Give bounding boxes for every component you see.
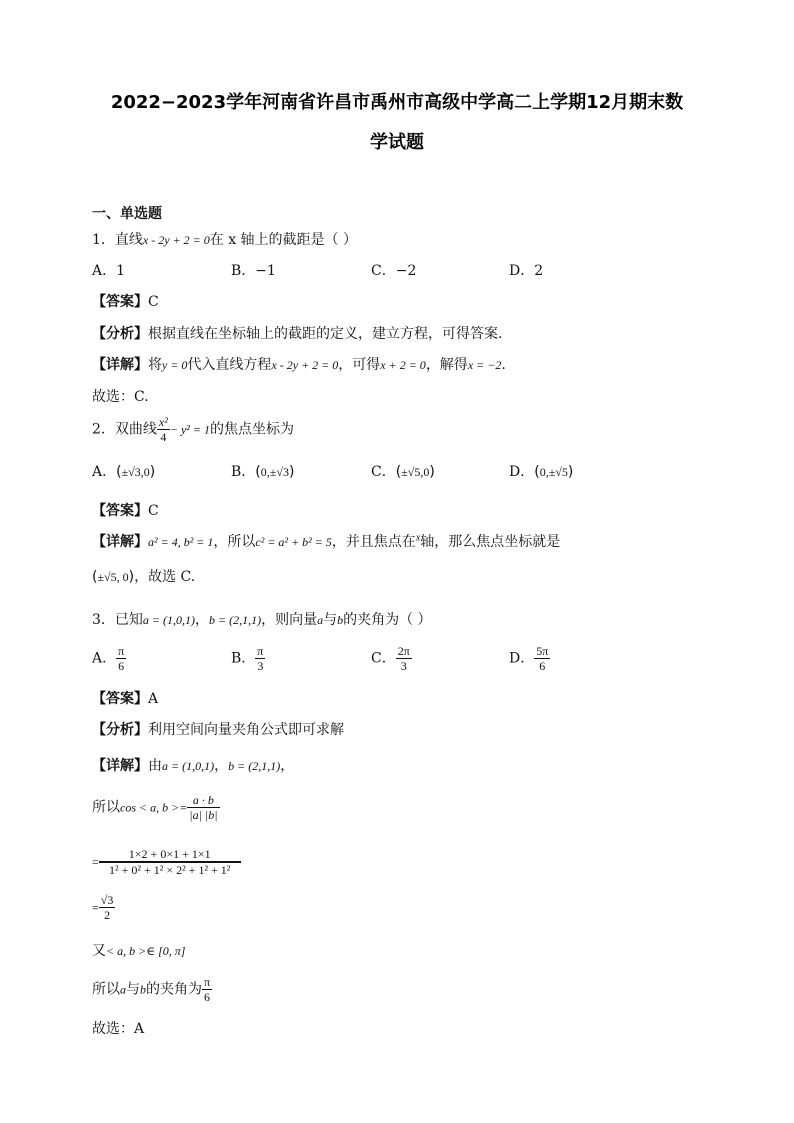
question-3-vector-a: a = (1,0,1) (142, 613, 196, 627)
q1-detail-math-h: x = −2 (467, 358, 502, 372)
title-line-1: 2022−2023学年河南省许昌市禹州市高级中学高二上学期12月期末数 (110, 92, 684, 113)
question-1-text: 在 x 轴上的截距是（ ） (209, 232, 358, 248)
q3-cos-lhs: cos < a, b >= (120, 800, 188, 815)
q2-option-b-letter: B． (231, 464, 256, 480)
q2-answer (92, 500, 159, 520)
q3-step2-denominator: 1² + 0² + 1² × 2² + 1² + 1² (99, 862, 241, 877)
q2-detail-cont: (±√5, 0)，故选 C. (92, 569, 196, 585)
q1-detail-text-e: ，可得 (338, 357, 381, 373)
q2-detail-math-e: x (415, 532, 421, 544)
q2-answer-tag: 【答案】 (92, 503, 148, 519)
q2-detail (92, 531, 560, 551)
question-2-eq-rest: − y² = 1 (169, 422, 210, 437)
q3-option-b (231, 644, 265, 673)
q2-detail-math-g: ±√5, 0 (97, 570, 129, 584)
q1-detail-text-i: . (501, 357, 506, 373)
question-3-number: 3．已知 (92, 612, 143, 628)
question-2-fraction (157, 415, 170, 444)
q3-detail-tag: 【详解】 (92, 758, 148, 774)
q3-concl-c: 与 (126, 981, 140, 998)
question-3-text-b: 与 (323, 612, 338, 628)
q3-concl-b: a (120, 982, 126, 997)
q2-option-a-letter: A． (92, 464, 117, 480)
q3-concl-denominator: 6 (204, 990, 211, 1004)
q3-concl-d: b (140, 982, 146, 997)
q2-option-a: A．(±√3,0) (92, 464, 156, 480)
q2-option-d: D．(0,±√5) (509, 464, 574, 480)
q3-option-c-denominator: 3 (400, 659, 407, 673)
q3-option-d-numerator: 5π (536, 644, 549, 658)
q2-option-c-letter: C． (371, 464, 396, 480)
q2-answer-value: C (148, 503, 159, 519)
q3-option-a-numerator: π (118, 644, 125, 658)
q3-option-a-denominator: 6 (118, 659, 125, 673)
question-3-vector-b: b = (2,1,1) (209, 613, 262, 627)
q1-analysis (92, 323, 502, 343)
q1-detail-text-g: ，解得 (425, 357, 468, 373)
q3-cos-denominator: |a| |b| (189, 808, 218, 822)
q1-answer-value: C (148, 294, 159, 310)
q1-option-a: A．1 (92, 263, 126, 279)
question-1-equation: x - 2y + 2 = 0 (142, 233, 210, 247)
q3-cos-formula (92, 793, 220, 822)
q2-frac-denominator: 4 (160, 430, 167, 444)
q2-option-d-math: 0,±√5 (539, 465, 568, 479)
q1-detail-math-f: x + 2 = 0 (380, 358, 426, 372)
q3-detail-math-b: a = (1,0,1) (162, 759, 215, 773)
q3-you: 又 (92, 943, 106, 959)
q3-option-b-letter: B． (231, 650, 256, 667)
question-2 (92, 415, 294, 444)
q1-option-d: D．2 (509, 263, 544, 279)
q1-detail-math-b: y = 0 (162, 358, 188, 372)
q2-option-b-math: 0,±√3 (260, 465, 289, 479)
q3-analysis-text: 利用空间向量夹角公式即可求解 (148, 722, 344, 738)
q3-option-c-letter: C． (371, 650, 396, 667)
section-heading: 一、单选题 (92, 206, 162, 222)
q3-concl-numerator: π (204, 975, 211, 989)
q3-step3-numerator: √3 (100, 893, 114, 907)
q2-detail-text-b: ，所以 (213, 534, 256, 550)
q3-detail-text-c: ， (214, 758, 229, 774)
q2-detail-text-f: 轴，那么焦点坐标就是 (420, 534, 561, 550)
q3-detail (92, 755, 294, 775)
q3-detail-text-a: 由 (148, 758, 162, 774)
q3-option-c (371, 644, 412, 673)
q2-detail-tag: 【详解】 (92, 534, 148, 550)
q3-step-2: = $\frac{1\times 2 + 0\times 1 + 1\times 1}{\text{1² + 0² + 1² × 2² + 1² + 1²}}$ (92, 847, 241, 877)
q2-option-c-math: ±√5,0 (401, 465, 430, 479)
q3-option-b-numerator: π (257, 644, 264, 658)
q3-option-b-denominator: 3 (257, 659, 264, 673)
q2-detail-text-h: ，故选 C. (134, 569, 196, 585)
q1-answer-tag: 【答案】 (92, 294, 148, 310)
q3-option-a (92, 644, 126, 673)
q2-option-c: C．(±√5,0) (371, 464, 435, 480)
q3-step-3: = $\frac{√3}{2}$ (92, 893, 114, 922)
question-2-text: 的焦点坐标为 (209, 421, 294, 438)
q2-frac-numerator: x² (158, 415, 168, 429)
q1-detail (92, 354, 506, 374)
q2-detail-math-a: a² = 4, b² = 1 (148, 535, 214, 549)
q3-detail-math-d: b = (2,1,1) (228, 759, 281, 773)
question-1-number: 1．直线 (92, 232, 143, 248)
q1-detail-text-a: 将 (148, 357, 162, 373)
title-line-2: 学试题 (370, 132, 424, 153)
q2-detail-math-c: c² = a² + b² = 5 (255, 535, 332, 549)
q3-detail-text-e: ， (280, 758, 295, 774)
q3-concl-e: 的夹角为 (146, 981, 202, 998)
q2-detail-text-d: ，并且焦点在 (331, 534, 416, 550)
q3-option-c-numerator: 2π (397, 644, 410, 658)
q3-suoyi: 所以 (92, 799, 120, 816)
q1-detail-tag: 【详解】 (92, 357, 148, 373)
q3-concl-a: 所以 (92, 981, 120, 998)
q1-analysis-tag: 【分析】 (92, 326, 148, 342)
question-3: 3．已知a = (1,0,1)，b = (2,1,1)，则向量a与b的夹角为（ ） (92, 612, 432, 628)
q1-choose: 故选：C. (92, 389, 149, 405)
q3-option-d-denominator: 6 (539, 659, 546, 673)
q3-answer (92, 688, 158, 708)
q3-range-math: < a, b >∈ [0, π] (106, 944, 186, 958)
question-3-sep: ， (195, 612, 210, 628)
q1-option-c: C．−2 (371, 263, 417, 279)
question-2-number: 2．双曲线 (92, 421, 157, 438)
question-1 (92, 229, 357, 249)
q3-analysis (92, 719, 344, 739)
q3-option-d-letter: D． (509, 650, 535, 667)
q3-option-a-letter: A． (92, 650, 117, 667)
q1-answer (92, 291, 159, 311)
q1-detail-text-c: 代入直线方程 (187, 357, 272, 373)
q1-detail-math-d: x - 2y + 2 = 0 (271, 358, 339, 372)
question-3-text-a: ，则向量 (261, 612, 318, 628)
q3-step3-denominator: 2 (104, 908, 111, 922)
q3-cos-numerator: a · b (187, 793, 219, 808)
q3-option-d (509, 644, 550, 673)
q3-choose: 故选：A (92, 1021, 145, 1037)
q3-range (92, 940, 185, 960)
q1-analysis-text: 根据直线在坐标轴上的截距的定义，建立方程，可得答案. (148, 326, 503, 342)
q2-option-a-math: ±√3,0 (121, 465, 150, 479)
q3-answer-tag: 【答案】 (92, 691, 148, 707)
q3-analysis-tag: 【分析】 (92, 722, 148, 738)
q3-step2-numerator: 1×2 + 0×1 + 1×1 (99, 847, 241, 862)
q1-option-b: B．−1 (231, 263, 276, 279)
q2-option-d-letter: D． (509, 464, 535, 480)
question-3-text-c: 的夹角为（ ） (343, 612, 432, 628)
q3-conclusion (92, 975, 212, 1004)
q2-option-b: B．(0,±√3) (231, 464, 295, 480)
q3-answer-value: A (148, 691, 159, 707)
